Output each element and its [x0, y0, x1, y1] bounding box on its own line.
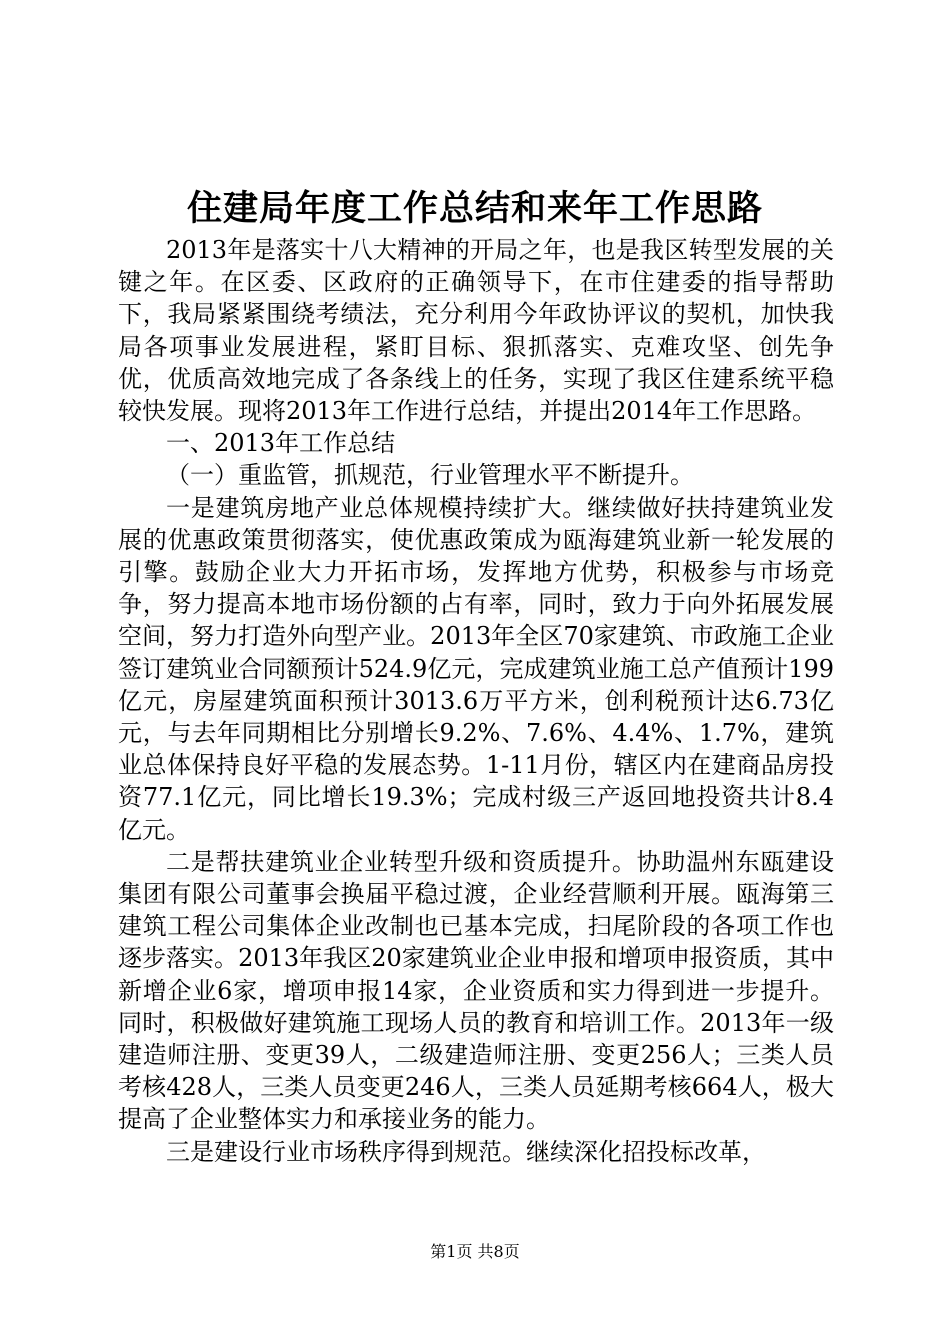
paragraph-item-1: 一是建筑房地产业总体规模持续扩大。继续做好扶持建筑业发展的优惠政策贯彻落实，使优惠政策成为瓯海建筑业新一轮发展的引擎。鼓励企业大力开拓市场，发挥地方优势，积极参与市场竞争，努力提高本地市场份额的占有率，同时，致力于向外拓展发展空间，努力打造外向型产业。2013年全区70家建筑、市政施工企业签订建筑业合同额预计524.9亿元，完成建筑业施工总产值预计199亿元，房屋建筑面积预计3013.6万平方米，创利税预计达6.73亿元，与去年同期相比分别增长9.2%、7.6%、4.4%、1.7%，建筑业总体保持良好平稳的发展态势。1-11月份，辖区内在建商品房投资77.1亿元，同比增长19.3%；完成村级三产返回地投资共计8.4亿元。 — [118, 493, 834, 844]
page-footer: 第1页 共8页 — [430, 1242, 520, 1261]
paragraph-intro: 2013年是落实十八大精神的开局之年，也是我区转型发展的关键之年。在区委、区政府的正确领导下，在市住建委的指导帮助下，我局紧紧围绕考绩法，充分利用今年政协评议的契机，加快我局各项事业发展进程，紧盯目标、狠抓落实、克难攻坚、创先争优，优质高效地完成了各条线上的任务，实现了我区住建系统平稳较快发展。现将2013年工作进行总结，并提出2014年工作思路。 — [118, 236, 834, 426]
page-title: 住建局年度工作总结和来年工作思路 — [186, 188, 763, 229]
subsection-heading: （一）重监管，抓规范，行业管理水平不断提升。 — [166, 461, 694, 490]
section-heading: 一、2013年工作总结 — [166, 429, 396, 458]
paragraph-item-3: 三是建设行业市场秩序得到规范。继续深化招投标改革， — [166, 1137, 766, 1166]
paragraph-item-2: 二是帮扶建筑业企业转型升级和资质提升。协助温州东瓯建设集团有限公司董事会换届平稳过渡，企业经营顺利开展。瓯海第三建筑工程公司集体企业改制也已基本完成，扫尾阶段的各项工作也逐步落实。2013年我区20家建筑业企业申报和增项申报资质，其中新增企业6家，增项申报14家，企业资质和实力得到进一步提升。同时，积极做好建筑施工现场人员的教育和培训工作。2013年一级建造师注册、变更39人，二级建造师注册、变更256人；三类人员考核428人，三类人员变更246人，三类人员延期考核664人，极大提高了企业整体实力和承接业务的能力。 — [118, 847, 834, 1134]
document-body — [118, 234, 834, 1168]
